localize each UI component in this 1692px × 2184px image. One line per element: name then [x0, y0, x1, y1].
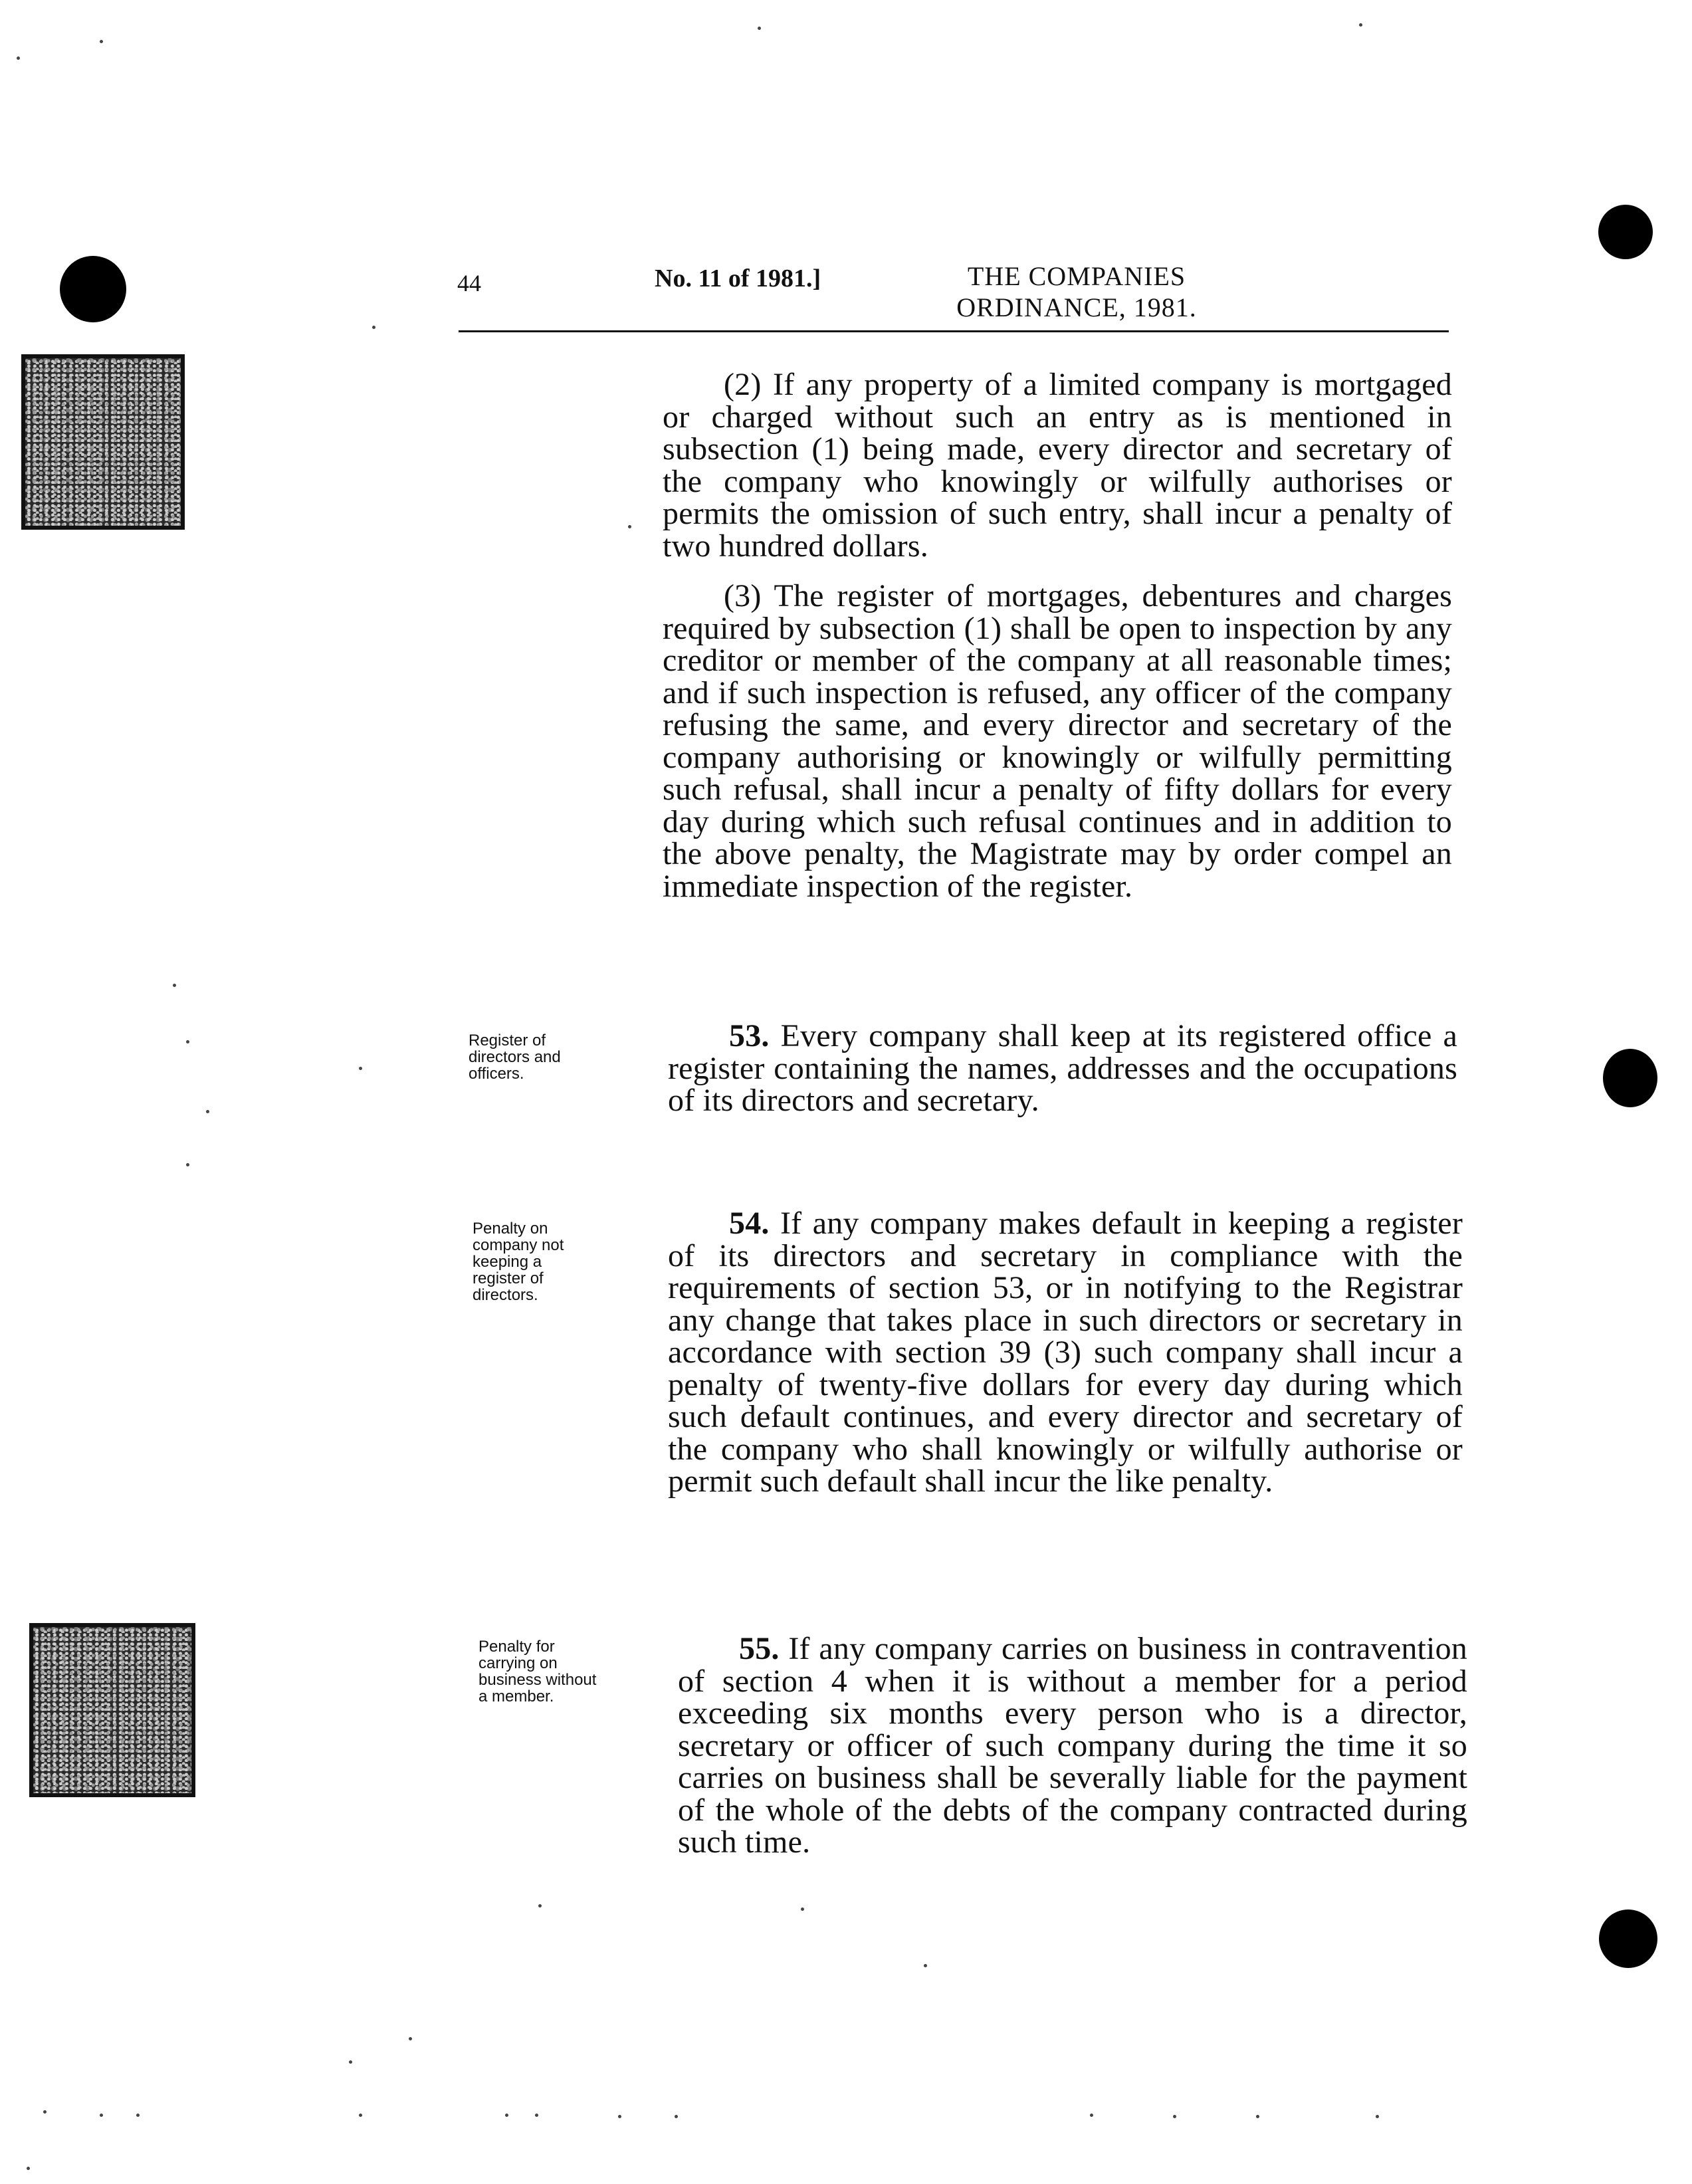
scan-speck — [136, 2114, 140, 2117]
scan-speck — [924, 1964, 927, 1967]
margin-note-54 — [473, 1220, 645, 1303]
scan-speck — [538, 1904, 542, 1908]
margin-note-line: Penalty on — [473, 1220, 548, 1238]
section-54-text: If any company makes default in keeping a register of its directors and secretary in compliance with the requirements of section 53, or in notifying to the Registrar any change that takes place in such directors or secretary in accordance with section 39 (3) such company shall incur a penalty of twenty-five dollars for every day during which such default continues, and every director and secretary of the company who shall knowingly or wilfully authorise or permit such default shall incur the like penalty. — [668, 1206, 1463, 1499]
scan-speck — [409, 2037, 412, 2040]
section-55-number: 55. — [739, 1631, 780, 1666]
margin-note-line: keeping a — [473, 1253, 542, 1271]
margin-note-line: officers. — [469, 1065, 524, 1083]
scan-speck — [100, 40, 103, 43]
document-title-line2: ORDINANCE, 1981. — [956, 292, 1197, 322]
scan-speck — [359, 2114, 362, 2117]
subsection-2-text: (2) If any property of a limited company is mortgaged or charged without such an entry as is mentioned in subsection (1) being made, every director and secretary of the company who knowingly or wilfully authorises or permits the omission of such entry, shall incur a penalty of two hundred dollars. — [663, 367, 1452, 564]
subsection-3 — [663, 580, 1452, 903]
margin-note-line: business without — [478, 1671, 597, 1689]
scan-speck — [43, 2110, 47, 2114]
margin-note-line: a member. — [478, 1688, 554, 1705]
scan-speck — [100, 2114, 103, 2117]
scan-speck — [206, 1110, 209, 1113]
scan-noise-block-top — [21, 354, 185, 530]
scan-speck — [758, 27, 761, 30]
subsection-2 — [663, 369, 1452, 562]
scan-speck — [27, 2167, 30, 2170]
punch-hole-right-middle — [1603, 1049, 1657, 1107]
scan-speck — [801, 1908, 804, 1911]
margin-note-55 — [478, 1638, 651, 1705]
document-number: No. 11 of 1981.] — [655, 265, 821, 292]
margin-note-line: Register of — [469, 1032, 546, 1049]
scan-speck — [186, 1040, 189, 1043]
document-title-line1: THE COMPANIES — [967, 261, 1186, 291]
margin-note-line: carrying on — [478, 1654, 558, 1672]
scan-speck — [628, 525, 631, 528]
margin-note-line: Penalty for — [478, 1638, 555, 1656]
punch-hole-right-top — [1598, 205, 1653, 259]
scan-speck — [17, 56, 20, 60]
header-rule — [459, 330, 1449, 332]
scan-speck — [186, 1163, 189, 1166]
section-54 — [668, 1208, 1463, 1498]
margin-note-line: directors and — [469, 1048, 561, 1066]
section-55 — [678, 1633, 1467, 1859]
scan-speck — [173, 984, 176, 987]
scan-speck — [1376, 2115, 1379, 2118]
margin-note-53 — [469, 1032, 641, 1082]
scan-noise-block-bottom — [29, 1623, 195, 1797]
scan-speck — [535, 2114, 538, 2117]
section-53-text: Every company shall keep at its registered office a register containing the names, addresses and the occupations of its directors and secretary. — [668, 1018, 1457, 1118]
section-53 — [668, 1020, 1457, 1117]
scan-speck — [1090, 2114, 1093, 2117]
margin-note-line: directors. — [473, 1286, 538, 1304]
scan-speck — [675, 2115, 678, 2118]
margin-note-line: register of — [473, 1269, 544, 1287]
document-title — [924, 261, 1229, 323]
scan-speck — [372, 326, 375, 329]
section-53-number: 53. — [729, 1018, 770, 1053]
punch-hole-left-top — [60, 256, 126, 322]
subsection-3-text: (3) The register of mortgages, debentures and charges required by subsection (1) shall be open to inspection by any creditor or member of the company at all reasonable times; and if such inspection is refused, any officer of the company refusing the same, and every director and secretary of the company authorising or knowingly or wilfully permitting such refusal, shall incur a penalty of fifty dollars for every day during which such refusal continues and in addition to the above penalty, the Magistrate may by order compel an immediate inspection of the register. — [663, 578, 1452, 904]
scan-speck — [1359, 23, 1362, 27]
margin-note-line: company not — [473, 1236, 564, 1254]
page-number: 44 — [457, 270, 481, 296]
scan-speck — [1173, 2115, 1176, 2118]
section-54-number: 54. — [729, 1206, 770, 1241]
section-55-text: If any company carries on business in contravention of section 4 when it is without a member for a period exceeding six months every person who is a director, secretary or officer of such company during the time it so carries on business shall be severally liable for the payment of the whole of the debts of the company contracted during such time. — [678, 1631, 1467, 1860]
scan-speck — [505, 2114, 508, 2117]
scan-speck — [359, 1067, 362, 1070]
scan-speck — [1256, 2115, 1259, 2118]
scan-speck — [618, 2115, 621, 2118]
punch-hole-right-bottom — [1599, 1910, 1657, 1968]
scan-speck — [349, 2060, 352, 2064]
